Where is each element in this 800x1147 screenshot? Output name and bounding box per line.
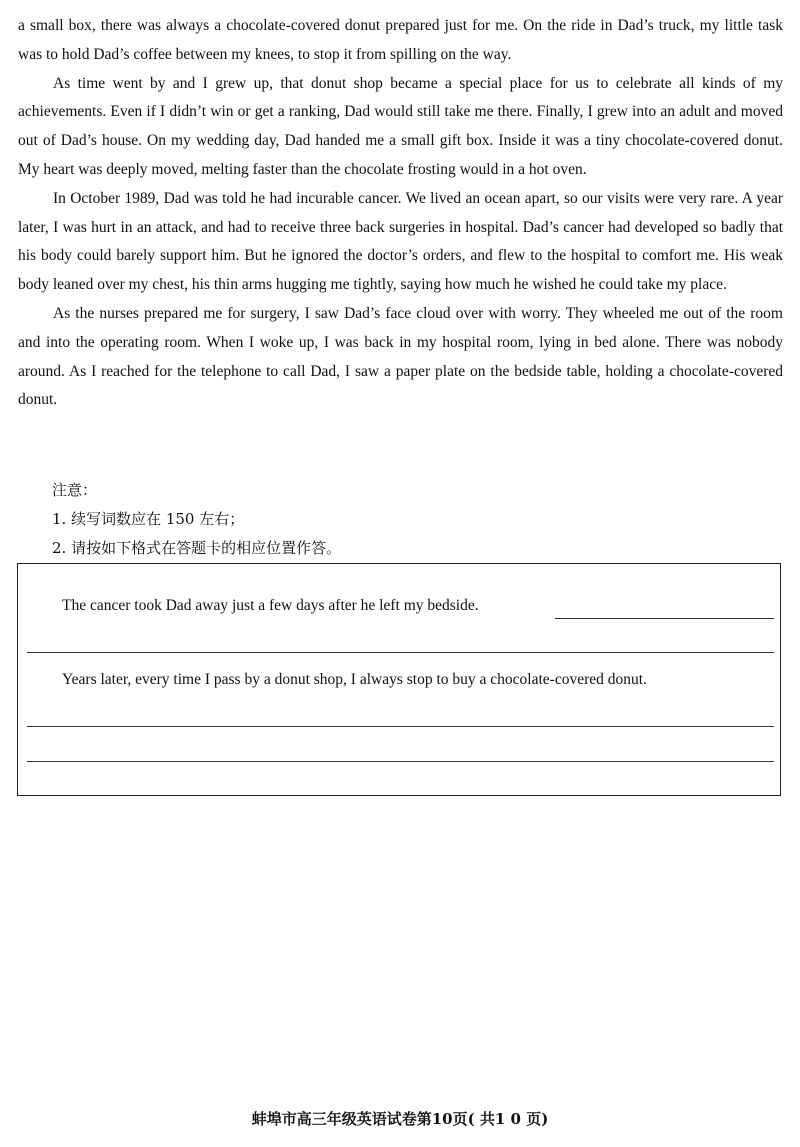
writing-line-2[interactable] xyxy=(27,652,774,653)
continuation-prompt-1: The cancer took Dad away just a few days after he left my bedside. xyxy=(62,597,479,614)
answer-box xyxy=(17,563,781,796)
instruction-item-1: 1. 续写词数应在 150 左右； xyxy=(52,510,245,528)
passage-paragraph-1: a small box, there was always a chocolate-covered donut prepared just for me. On the ride in Dad’s truck, my little task was to hold Dad’s coffee between my knees, to stop it from spilling on the way. xyxy=(18,17,783,63)
writing-line-4[interactable] xyxy=(27,761,774,762)
continuation-prompt-2: Years later, every time I pass by a donut shop, I always stop to buy a chocolate-covered donut. xyxy=(62,671,647,688)
instruction-item-2: 2. 请按如下格式在答题卡的相应位置作答。 xyxy=(52,539,342,557)
passage-paragraph-3: In October 1989, Dad was told he had incurable cancer. We lived an ocean apart, so our visits were very rare. A year later, I was hurt in an attack, and had to receive three back surgeries in hospital. Dad’s cancer had developed so badly that his body could barely support him. But he ignored the doctor’s orders, and flew to the hospital to comfort me. His weak body leaned over my chest, his thin arms hugging me tightly, saying how much he wished he could take my place. xyxy=(18,189,783,294)
passage-paragraph-2: As time went by and I grew up, that donut shop became a special place for us to celebrate all kinds of my achievements. Even if I didn’t win or get a ranking, Dad would still take me there. Finally, I grew into an adult and moved out of Dad’s house. On my wedding day, Dad handed me a small gift box. Inside it was a tiny chocolate-covered donut. My heart was deeply moved, melting faster than the chocolate frosting would in a hot oven. xyxy=(18,74,783,178)
reading-passage xyxy=(18,12,783,415)
instructions-heading: 注意： xyxy=(52,481,98,499)
writing-line-1[interactable] xyxy=(555,618,774,619)
instructions xyxy=(52,476,341,563)
writing-line-3[interactable] xyxy=(27,726,774,727)
passage-paragraph-4: As the nurses prepared me for surgery, I saw Dad’s face cloud over with worry. They wheeled me out of the room and into the operating room. When I woke up, I was back in my hospital room, lying in bed alone. There was nobody around. As I reached for the telephone to call Dad, I saw a paper plate on the bedside table, holding a chocolate-covered donut. xyxy=(18,304,783,409)
page-footer: 蚌埠市高三年级英语试卷第10页( 共1 0 页) xyxy=(251,1110,549,1128)
